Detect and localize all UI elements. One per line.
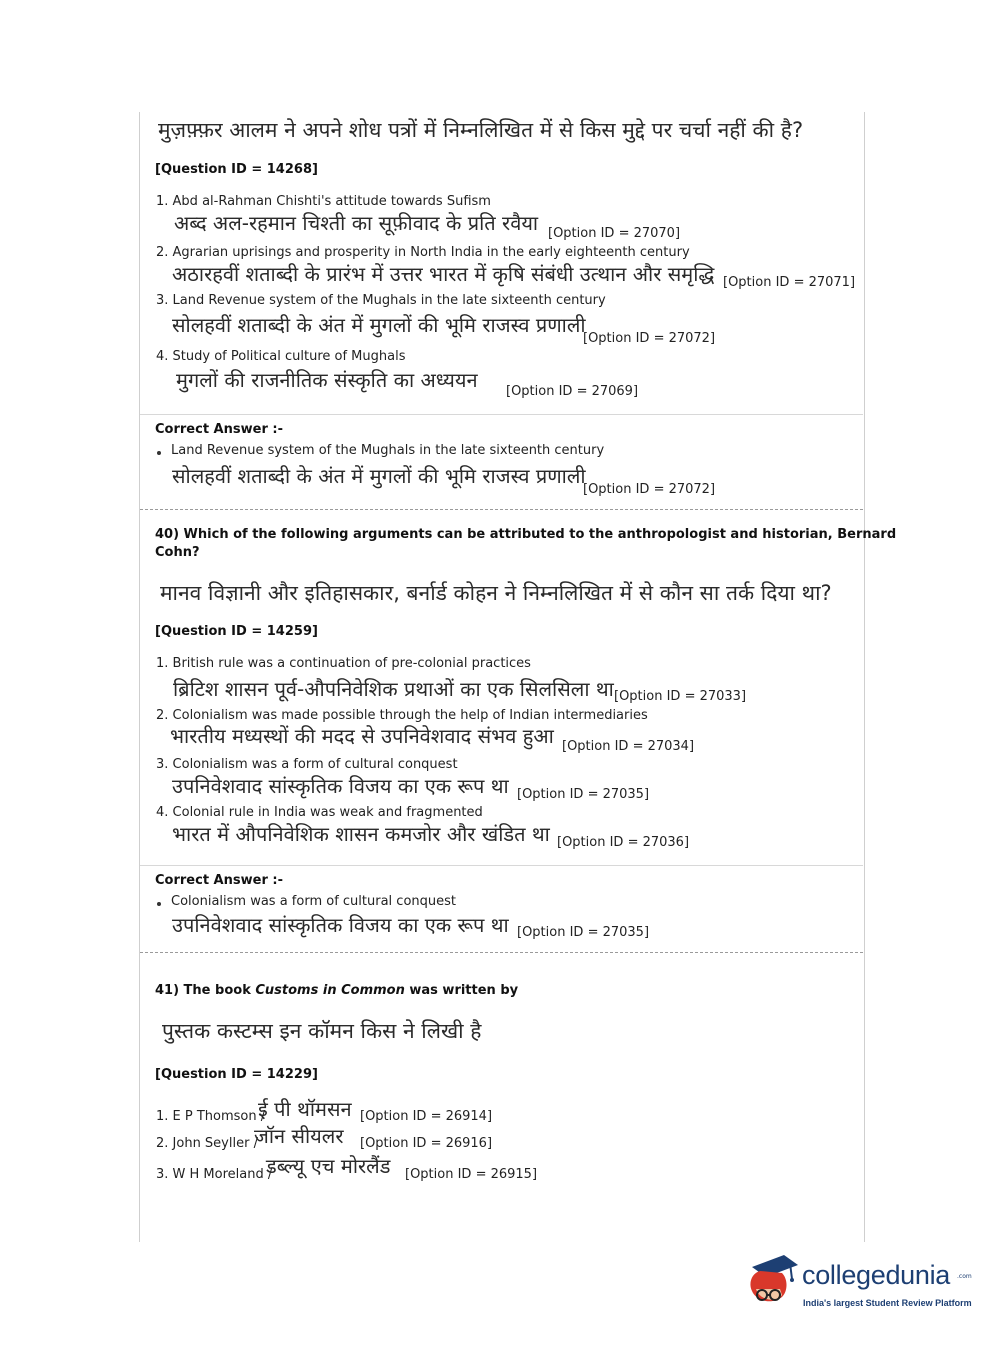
q39-option-1-en: 1. Abd al-Rahman Chishti's attitude towards Sufism xyxy=(156,194,491,209)
q39-option-4-id: [Option ID = 27069] xyxy=(506,384,639,399)
q40-option-4-en: 4. Colonial rule in India was weak and fragmented xyxy=(156,805,483,820)
q39-option-3-id: [Option ID = 27072] xyxy=(583,331,716,346)
q41-option-1-hi: ई पी थॉमसन xyxy=(258,1097,352,1121)
q41-option-1-id: [Option ID = 26914] xyxy=(360,1109,493,1124)
q40-option-1-id: [Option ID = 27033] xyxy=(614,689,747,704)
question-separator xyxy=(140,952,863,953)
q41-book-title: Customs in Common xyxy=(255,983,405,998)
q40-option-2-en: 2. Colonialism was made possible through the help of Indian intermediaries xyxy=(156,708,648,723)
q39-hindi-question: मुज़फ़्फ़र आलम ने अपने शोध पत्रों में निम्नलिखित में से किस मुद्दे पर चर्चा नहीं की है? xyxy=(158,118,804,142)
q40-option-4-id: [Option ID = 27036] xyxy=(557,835,690,850)
q40-option-3-id: [Option ID = 27035] xyxy=(517,787,650,802)
bullet-icon xyxy=(157,451,161,455)
q40-correct-answer-en: Colonialism was a form of cultural conquest xyxy=(171,894,457,909)
q40-option-2-hi: भारतीय मध्यस्थों की मदद से उपनिवेशवाद संभव हुआ xyxy=(170,724,554,748)
q39-option-3-en: 3. Land Revenue system of the Mughals in the late sixteenth century xyxy=(156,293,606,308)
q39-option-4-en: 4. Study of Political culture of Mughals xyxy=(156,349,406,364)
q41-question-suffix: was written by xyxy=(404,983,519,998)
q41-question-prefix: 41) The book xyxy=(155,983,256,998)
q41-option-3-hi: डब्ल्यू एच मोरलैंड xyxy=(266,1154,391,1178)
q40-option-2-id: [Option ID = 27034] xyxy=(562,739,695,754)
q41-option-1-en: 1. E P Thomson / xyxy=(156,1109,266,1124)
q39-correct-answer-hi: सोलहवीं शताब्दी के अंत में मुगलों की भूमि राजस्व प्रणाली xyxy=(172,464,586,488)
q39-option-2-hi: अठारहवीं शताब्दी के प्रारंभ में उत्तर भारत में कृषि संबंधी उत्थान और समृद्धि xyxy=(172,262,715,286)
q41-question xyxy=(155,983,518,998)
collegedunia-logo-text: collegedunia xyxy=(802,1260,951,1290)
collegedunia-logo-icon xyxy=(742,1249,802,1309)
q40-option-1-hi: ब्रिटिश शासन पूर्व-औपनिवेशिक प्रथाओं का एक सिलसिला था xyxy=(173,677,614,701)
q40-question-line-2: Cohn? xyxy=(155,545,200,560)
q39-option-4-hi: मुगलों की राजनीतिक संस्कृति का अध्ययन xyxy=(176,368,478,392)
q41-hindi-question: पुस्तक कस्टम्स इन कॉमन किस ने लिखी है xyxy=(162,1019,482,1043)
q41-option-2-id: [Option ID = 26916] xyxy=(360,1136,493,1151)
divider xyxy=(140,865,863,866)
q39-option-3-hi: सोलहवीं शताब्दी के अंत में मुगलों की भूमि राजस्व प्रणाली xyxy=(172,313,586,337)
q40-option-3-en: 3. Colonialism was a form of cultural conquest xyxy=(156,757,458,772)
q39-question-id: [Question ID = 14268] xyxy=(155,162,318,177)
collegedunia-tagline: India's largest Student Review Platform xyxy=(803,1298,972,1308)
q39-option-2-id: [Option ID = 27071] xyxy=(723,275,856,290)
q40-correct-answer-id: [Option ID = 27035] xyxy=(517,925,650,940)
q41-option-3-id: [Option ID = 26915] xyxy=(405,1167,538,1182)
q41-option-2-hi: जॉन सीयलर xyxy=(254,1124,344,1148)
q40-option-3-hi: उपनिवेशवाद सांस्कृतिक विजय का एक रूप था xyxy=(172,774,509,798)
q41-question-id: [Question ID = 14229] xyxy=(155,1067,318,1082)
q39-correct-answer-label: Correct Answer :- xyxy=(155,422,283,437)
divider xyxy=(140,414,863,415)
collegedunia-logo-suffix: .com xyxy=(957,1273,972,1280)
q40-correct-answer-hi: उपनिवेशवाद सांस्कृतिक विजय का एक रूप था xyxy=(172,913,509,937)
q39-correct-answer-id: [Option ID = 27072] xyxy=(583,482,716,497)
q40-correct-answer-label: Correct Answer :- xyxy=(155,873,283,888)
q40-option-1-en: 1. British rule was a continuation of pre-colonial practices xyxy=(156,656,531,671)
q40-question-line-1: 40) Which of the following arguments can be attributed to the anthropologist and historian, Bernard xyxy=(155,527,897,542)
q41-option-2-en: 2. John Seyller / xyxy=(156,1136,258,1151)
q40-hindi-question: मानव विज्ञानी और इतिहासकार, बर्नार्ड कोहन ने निम्नलिखित में से कौन सा तर्क दिया था? xyxy=(160,581,832,605)
q40-question-id: [Question ID = 14259] xyxy=(155,624,318,639)
q39-option-1-id: [Option ID = 27070] xyxy=(548,226,681,241)
q41-option-3-en: 3. W H Moreland / xyxy=(156,1167,273,1182)
question-separator xyxy=(140,509,863,510)
q39-option-2-en: 2. Agrarian uprisings and prosperity in North India in the early eighteenth century xyxy=(156,245,690,260)
q39-correct-answer-en: Land Revenue system of the Mughals in the late sixteenth century xyxy=(171,443,605,458)
q40-option-4-hi: भारत में औपनिवेशिक शासन कमजोर और खंडित था xyxy=(172,822,550,846)
q39-option-1-hi: अब्द अल-रहमान चिश्ती का सूफ़ीवाद के प्रति रवैया xyxy=(174,211,539,235)
bullet-icon xyxy=(157,902,161,906)
